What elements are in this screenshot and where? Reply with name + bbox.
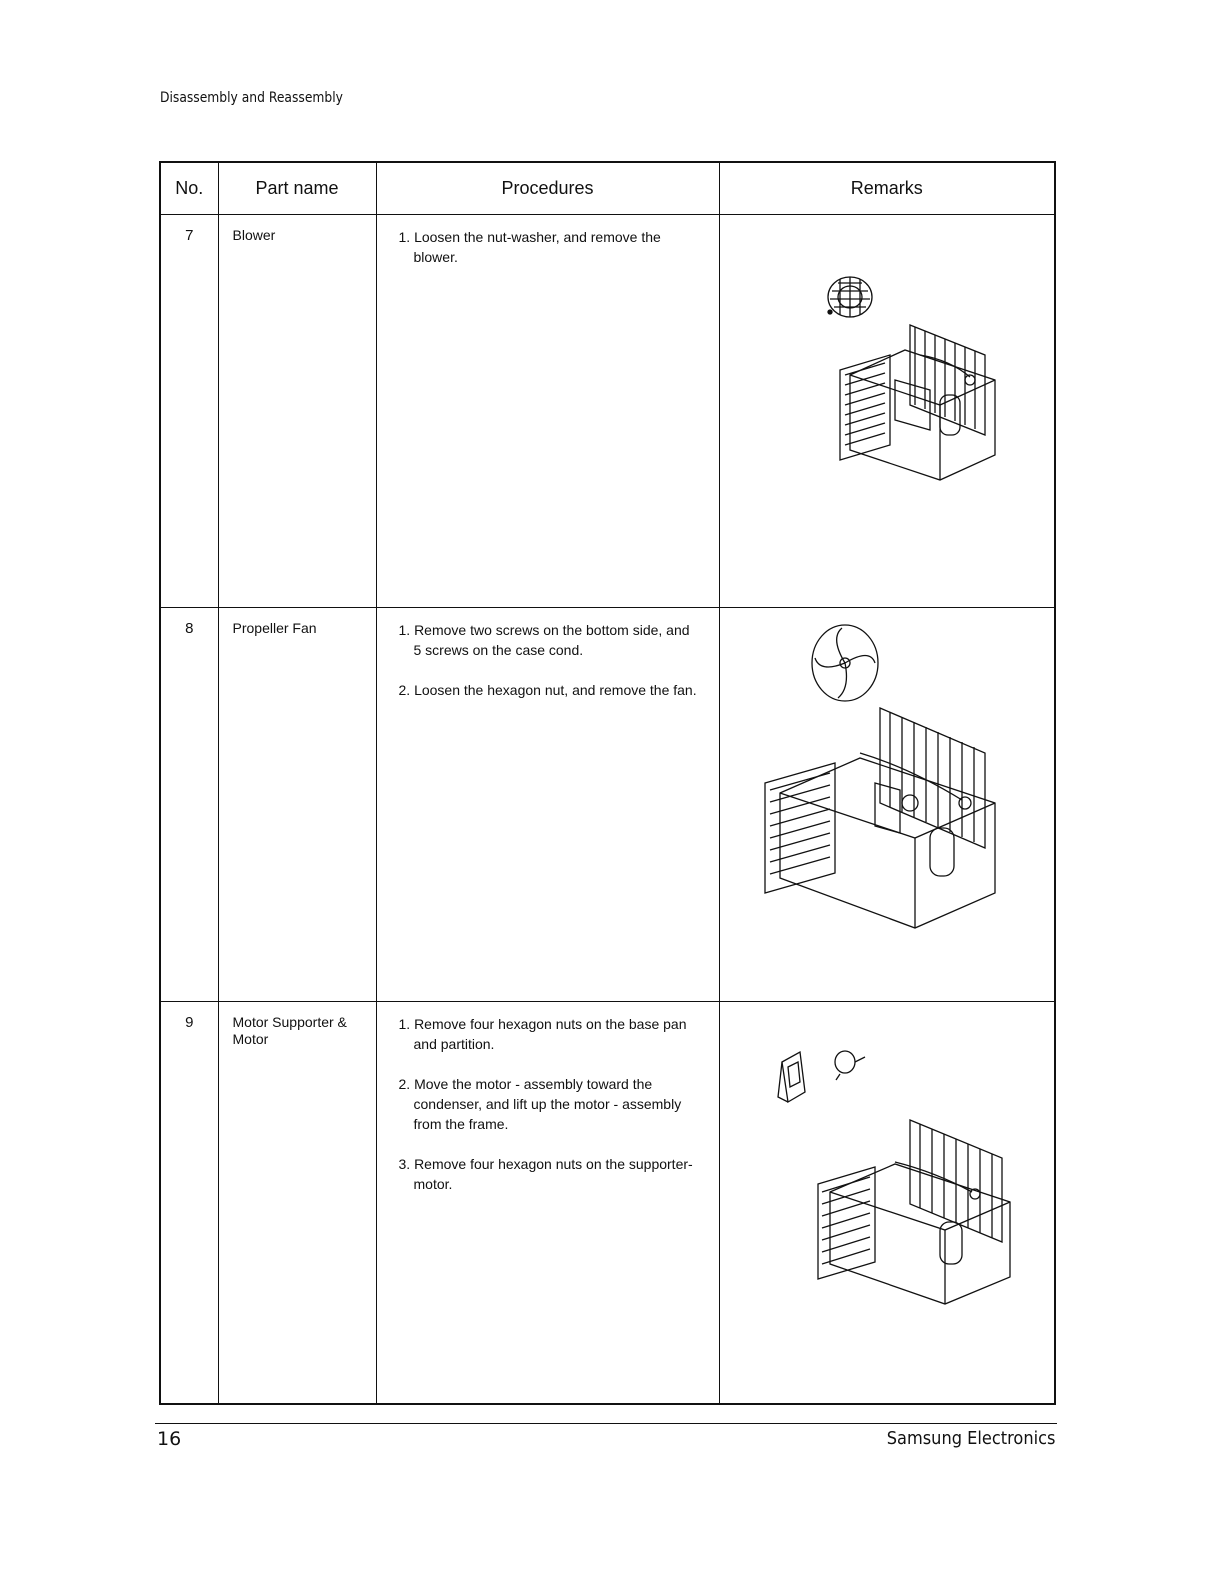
remarks-illustration	[719, 1002, 1055, 1405]
propeller-fan-removal-diagram-icon	[750, 618, 1010, 938]
procedure-step: 2. Move the motor - assembly toward the condenser, and lift up the motor - assembly from the frame.	[398, 1076, 682, 1132]
procedure-steps	[376, 608, 719, 1002]
table-row	[160, 1002, 1055, 1405]
company-name: Samsung Electronics	[886, 1428, 1055, 1449]
procedure-step: 2. Loosen the hexagon nut, and remove the fan.	[398, 682, 697, 698]
part-name: Blower	[218, 215, 376, 608]
procedure-table	[159, 161, 1056, 1405]
procedure-step: 1. Remove four hexagon nuts on the base pan and partition.	[398, 1016, 687, 1052]
blower-removal-diagram-icon	[810, 255, 1010, 505]
procedure-steps	[376, 215, 719, 608]
row-number: 7	[160, 215, 218, 608]
part-name: Propeller Fan	[218, 608, 376, 1002]
column-header-procedures: Procedures	[376, 162, 719, 215]
column-header-remarks: Remarks	[719, 162, 1055, 215]
table-header-row	[160, 162, 1055, 215]
row-number: 8	[160, 608, 218, 1002]
procedure-step: 3. Remove four hexagon nuts on the supporter-motor.	[398, 1156, 693, 1192]
motor-supporter-removal-diagram-icon	[770, 1042, 1020, 1312]
page-number: 16	[157, 1428, 182, 1450]
row-number: 9	[160, 1002, 218, 1405]
procedure-step: 1. Loosen the nut-washer, and remove the blower.	[398, 229, 661, 265]
table-row	[160, 608, 1055, 1002]
procedure-steps	[376, 1002, 719, 1405]
table-row	[160, 215, 1055, 608]
footer-divider	[155, 1423, 1057, 1424]
procedure-step: 1. Remove two screws on the bottom side, and 5 screws on the case cond.	[398, 622, 690, 658]
column-header-part-name: Part name	[218, 162, 376, 215]
remarks-illustration	[719, 215, 1055, 608]
part-name: Motor Supporter & Motor	[218, 1002, 376, 1405]
remarks-illustration	[719, 608, 1055, 1002]
section-title: Disassembly and Reassembly	[160, 90, 343, 106]
column-header-no: No.	[160, 162, 218, 215]
